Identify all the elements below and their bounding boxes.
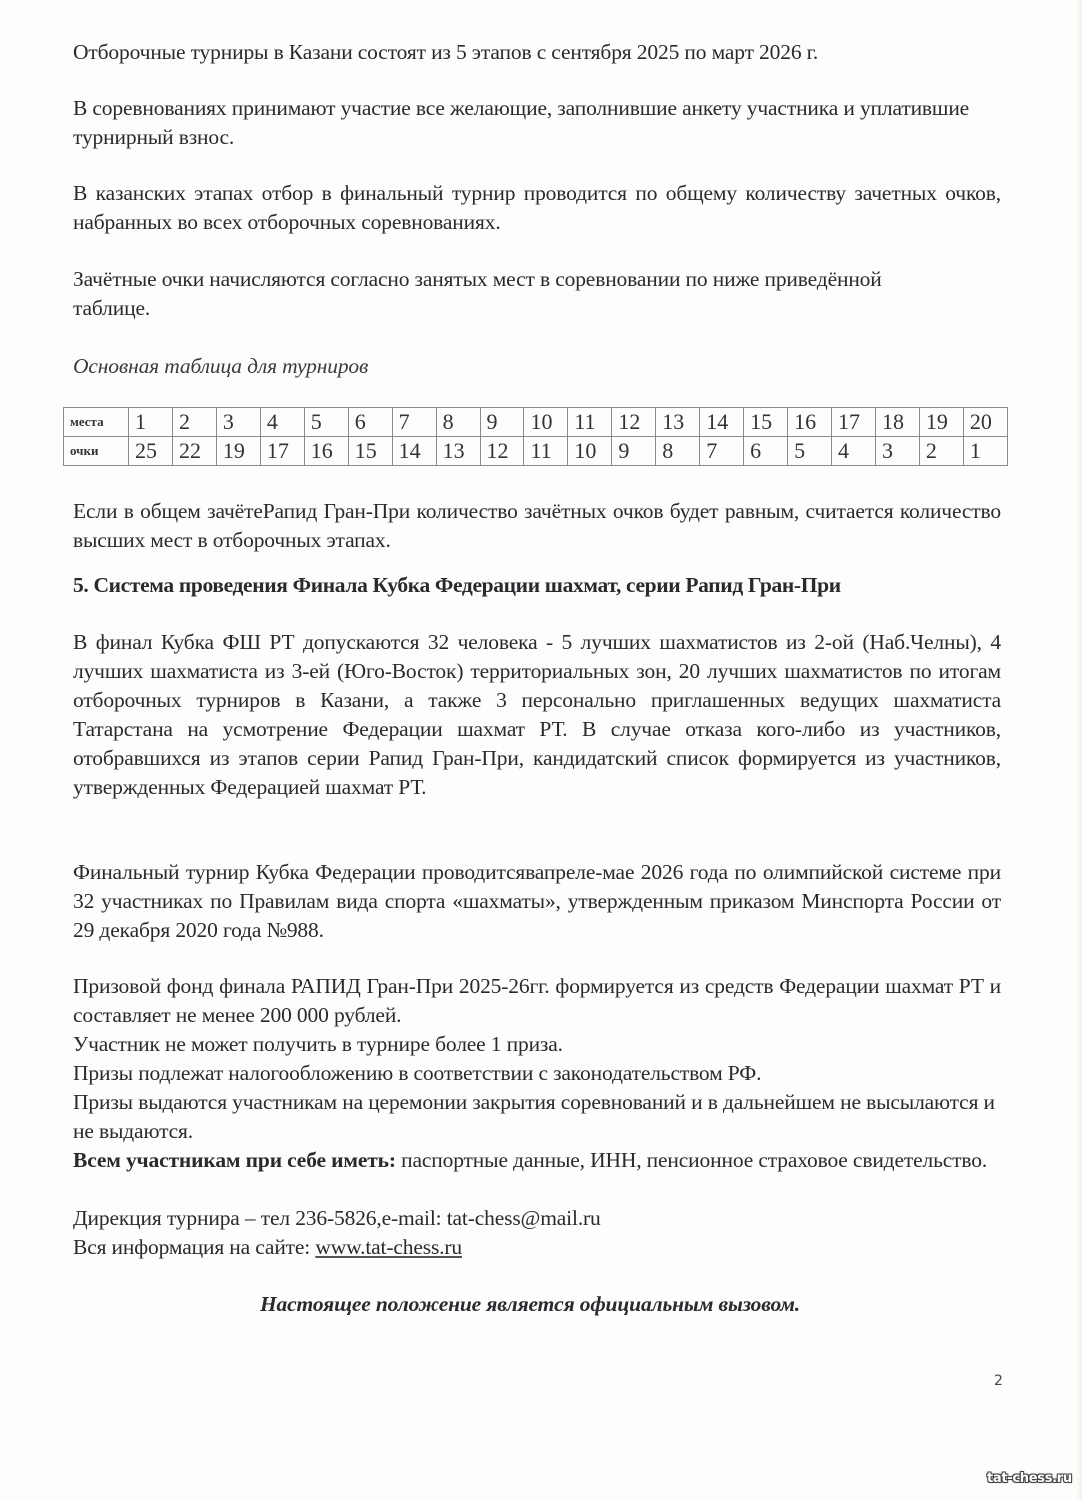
place-cell: 18 <box>875 408 919 437</box>
paragraph-taxation: Призы подлежат налогообложению в соответствии с законодательством РФ. <box>73 1061 762 1085</box>
points-cell: 19 <box>216 437 260 466</box>
paragraph-website <box>73 1233 1001 1262</box>
points-cell: 11 <box>524 437 568 466</box>
place-cell: 4 <box>260 408 304 437</box>
place-cell: 13 <box>656 408 700 437</box>
page-number: 2 <box>994 1373 1003 1389</box>
points-cell: 22 <box>172 437 216 466</box>
paragraph-final-qualification: В финал Кубка ФШ РТ допускаются 32 человека - 5 лучших шахматистов из 2-ой (Наб.Челны), 4 лучших шахматиста из 3-ей (Юго-Восток) территориальных зон, 20 лучших шахматистов по итогам отборочных турниров в Казани, а также 3 персонально приглашенных ведущих шахматиста Татарстана на усмотрение Федерации шахмат РТ. В случае отказа кого-либо из участников, отобравшихся из этапов серии Рапид Гран-При, кандидатский список формируется из участников, утвержденных Федерацией шахмат РТ. <box>73 630 1001 799</box>
points-cell: 8 <box>656 437 700 466</box>
points-cell: 10 <box>568 437 612 466</box>
places-row <box>64 408 1008 437</box>
paragraph-one-prize: Участник не может получить в турнире более 1 приза. <box>73 1032 563 1056</box>
paragraph-stages: Отборочные турниры в Казани состоят из 5 этапов с сентября 2025 по март 2026 г. <box>73 40 819 64</box>
documents-list: паспортные данные, ИНН, пенсионное страховое свидетельство. <box>395 1148 988 1172</box>
points-cell: 13 <box>436 437 480 466</box>
paragraph-contacts: Дирекция турнира – тел 236-5826,e-mail: tat-chess@mail.ru <box>73 1206 601 1230</box>
paragraph-participants: В соревнованиях принимают участие все желающие, заполнившие анкету участника и уплатившие турнирный взнос. <box>73 96 970 149</box>
points-cell: 3 <box>875 437 919 466</box>
place-cell: 2 <box>172 408 216 437</box>
place-cell: 9 <box>480 408 524 437</box>
paragraph-points-award: Зачётные очки начисляются согласно занятых мест в соревновании по ниже приведённой таблице. <box>73 267 882 320</box>
points-table <box>63 407 1008 466</box>
paragraph-prize-ceremony: Призы выдаются участникам на церемонии закрытия соревнований и в дальнейшем не высылаются и не выдаются. <box>73 1090 995 1143</box>
points-cell: 14 <box>392 437 436 466</box>
place-cell: 16 <box>788 408 832 437</box>
place-cell: 6 <box>348 408 392 437</box>
place-cell: 8 <box>436 408 480 437</box>
paragraph-final-format: Финальный турнир Кубка Федерации проводитсявапреле-мае 2026 года по олимпийской системе при 32 участниках по Правилам вида спорта «шахматы», утвержденным приказом Минспорта России от 29 декабря 2020 года №988. <box>73 860 1001 942</box>
place-cell: 11 <box>568 408 612 437</box>
place-cell: 10 <box>524 408 568 437</box>
paragraph-tiebreak: Если в общем зачётеРапид Гран-При количество зачётных очков будет равным, считается количество высших мест в отборочных этапах. <box>73 499 1001 552</box>
points-cell: 16 <box>304 437 348 466</box>
points-cell: 1 <box>963 437 1007 466</box>
place-cell: 14 <box>700 408 744 437</box>
points-cell: 2 <box>919 437 963 466</box>
paragraph-prize-fund: Призовой фонд финала РАПИД Гран-При 2025-26гг. формируется из средств Федерации шахмат РТ и составляет не менее 200 000 рублей. <box>73 974 1001 1027</box>
table-caption: Основная таблица для турниров <box>73 354 369 378</box>
points-cell: 9 <box>612 437 656 466</box>
points-cell: 17 <box>260 437 304 466</box>
documents-label: Всем участникам при себе иметь: <box>73 1148 396 1172</box>
place-cell: 20 <box>963 408 1007 437</box>
points-cell: 25 <box>129 437 173 466</box>
points-row-label: очки <box>64 437 129 466</box>
places-row-label: места <box>64 408 129 437</box>
place-cell: 7 <box>392 408 436 437</box>
points-row <box>64 437 1008 466</box>
points-cell: 7 <box>700 437 744 466</box>
place-cell: 12 <box>612 408 656 437</box>
points-cell: 4 <box>832 437 876 466</box>
paragraph-selection: В казанских этапах отбор в финальный турнир проводится по общему количеству зачетных очков, набранных во всех отборочных соревнованиях. <box>73 181 1001 234</box>
place-cell: 5 <box>304 408 348 437</box>
place-cell: 19 <box>919 408 963 437</box>
scan-edge-shadow <box>1076 0 1082 1500</box>
place-cell: 3 <box>216 408 260 437</box>
watermark-logo: tat-chess.ru <box>987 1471 1072 1486</box>
website-link[interactable]: www.tat-chess.ru <box>315 1235 463 1259</box>
points-cell: 6 <box>744 437 788 466</box>
points-cell: 5 <box>788 437 832 466</box>
points-cell: 15 <box>348 437 392 466</box>
place-cell: 17 <box>832 408 876 437</box>
website-label: Вся информация на сайте: <box>73 1235 316 1259</box>
closing-statement: Настоящее положение является официальным вызовом. <box>259 1292 801 1316</box>
place-cell: 15 <box>744 408 788 437</box>
place-cell: 1 <box>129 408 173 437</box>
paragraph-documents <box>73 1146 1001 1175</box>
section-heading: 5. Система проведения Финала Кубка Федерации шахмат, серии Рапид Гран-При <box>73 573 841 597</box>
points-cell: 12 <box>480 437 524 466</box>
